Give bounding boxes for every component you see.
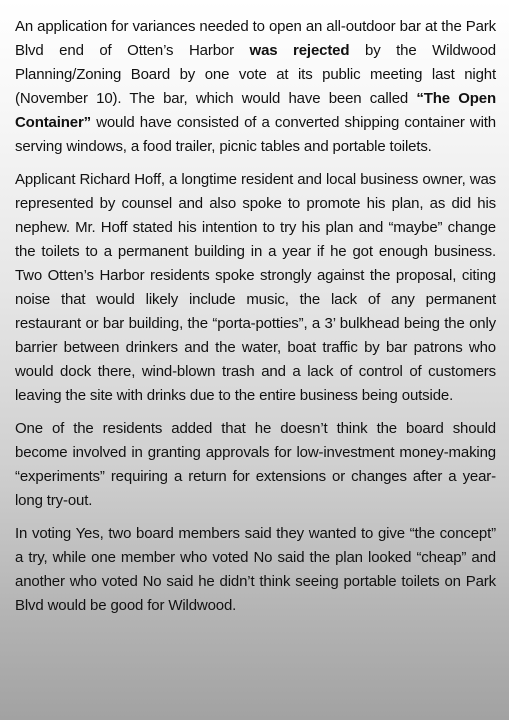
p1-bold-bar-name: “The Open Container” [15, 90, 496, 131]
article-body [15, 15, 496, 627]
article-paragraph-2 [15, 168, 496, 408]
p1-run-1: An application for variances needed to open an all-outdoor bar at the Park Blvd end of Otten’s Harbor [15, 18, 496, 59]
p4-run-1: In voting Yes, two board members said they wanted to give “the concept” a try, while one member who voted No said the plan looked “cheap” and another who voted No said he didn’t think seeing portable toilets on Park Blvd would be good for Wildwood. [15, 525, 496, 614]
p1-bold-was-rejected: was rejected [249, 42, 350, 59]
article-paragraph-1 [15, 15, 496, 159]
article-paragraph-3 [15, 417, 496, 513]
p1-run-5: would have consisted of a converted shipping container with serving windows, a food trailer, picnic tables and portable toilets. [15, 114, 496, 155]
p1-run-3: by the Wildwood Planning/Zoning Board by one vote at its public meeting last night (November 10). The bar, which would have been called [15, 42, 496, 107]
p3-run-1: One of the residents added that he doesn’t think the board should become involved in granting approvals for low-investment money-making “experiments” requiring a return for extensions or changes after a year-long try-out. [15, 420, 496, 509]
p2-run-1: Applicant Richard Hoff, a longtime resident and local business owner, was represented by counsel and also spoke to promote his plan, as did his nephew. Mr. Hoff stated his intention to try his plan and “maybe” change the toilets to a permanent building in a year if he got enough business. Two Otten’s Harbor residents spoke strongly against the proposal, citing noise that would likely include music, the lack of any permanent restaurant or bar building, the “porta-potties”, a 3’ bulkhead being the only barrier between drinkers and the water, boat traffic by bar patrons who would dock there, wind-blown trash and a lack of control of customers leaving the site with drinks due to the entire business being outside. [15, 171, 496, 404]
article-paragraph-4 [15, 522, 496, 618]
